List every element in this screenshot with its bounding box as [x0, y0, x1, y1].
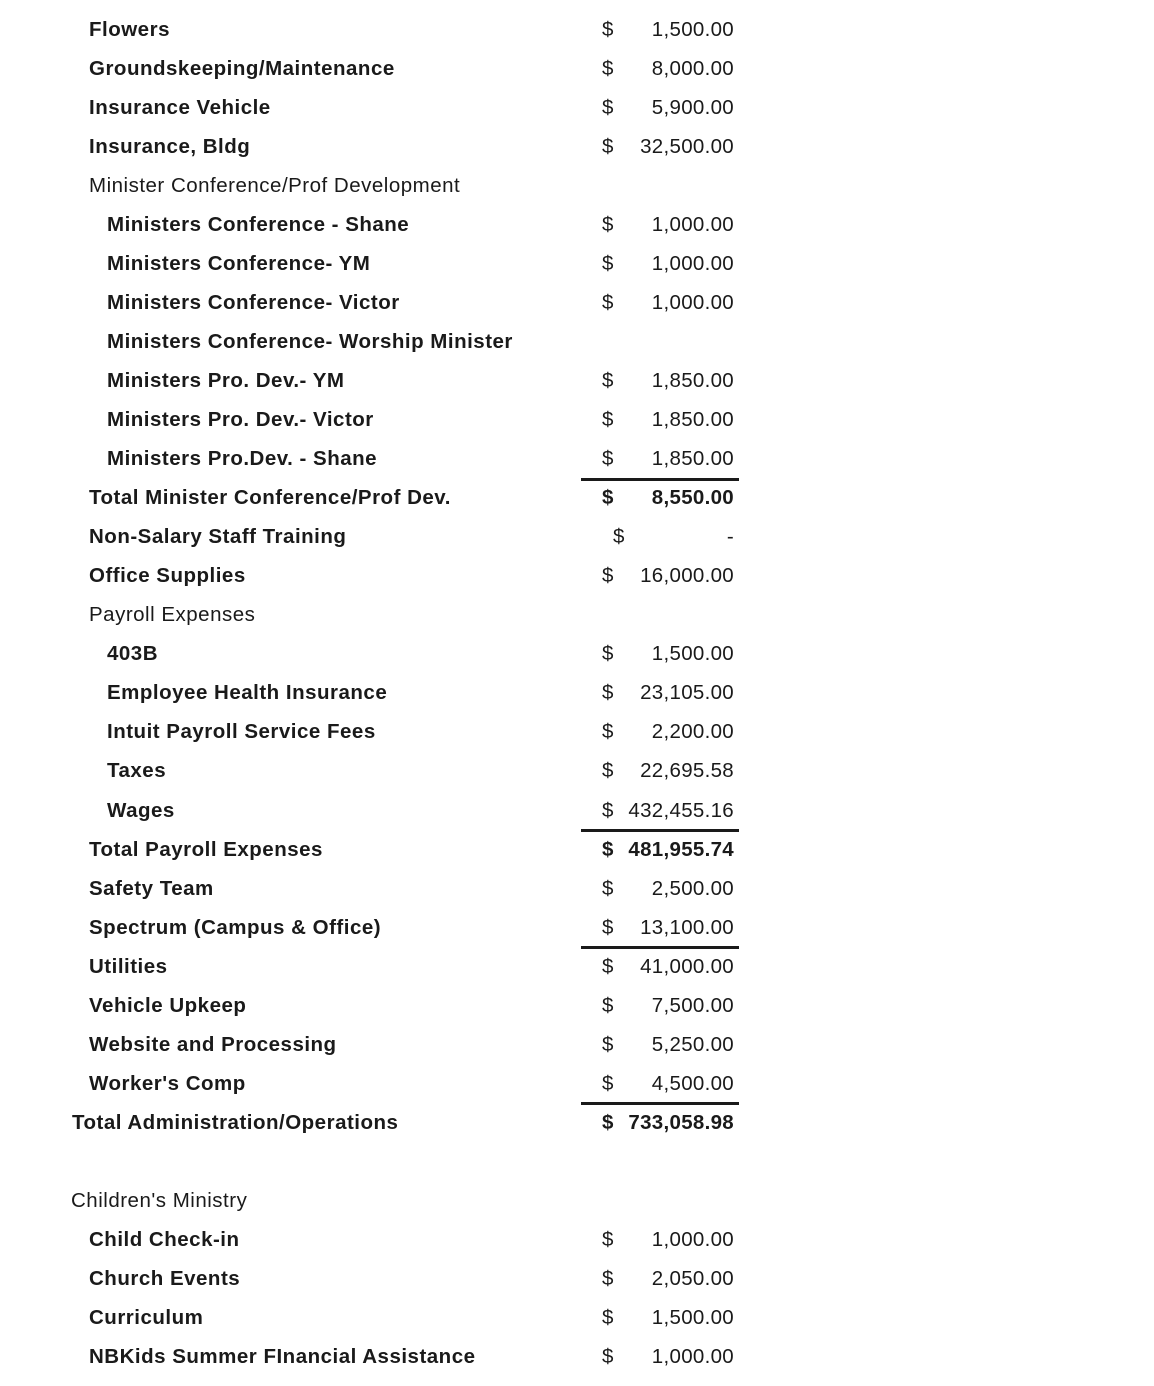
line-item-label: Ministers Pro. Dev.- Victor [107, 408, 374, 431]
line-item-label: Insurance, Bldg [89, 134, 251, 158]
currency-symbol: $ [602, 1110, 614, 1134]
line-item-label: Church Events [89, 1267, 241, 1291]
total-label: Total Minister Conference/Prof Dev. [89, 486, 451, 510]
currency-symbol: $ [602, 798, 614, 822]
line-item-label: Utilities [89, 954, 168, 978]
total-amount: 481,955.74 [628, 837, 734, 861]
currency-symbol: $ [602, 681, 614, 705]
line-item-amount: 1,850.00 [651, 368, 734, 392]
line-item-amount: 13,100.00 [640, 915, 734, 939]
currency-symbol: $ [602, 447, 614, 471]
line-item-row [0, 908, 760, 947]
line-item-label: Curriculum [89, 1306, 204, 1330]
line-item-label: Minister Conference/Prof Development [89, 173, 461, 197]
line-item-amount: 1,850.00 [651, 408, 734, 431]
total-row [0, 830, 760, 869]
line-item-amount: 7,500.00 [651, 993, 734, 1017]
line-item-label: Office Supplies [89, 564, 246, 588]
currency-symbol: $ [602, 720, 614, 744]
line-item-row [0, 635, 760, 674]
total-label: Total Administration/Operations [72, 1110, 399, 1134]
line-item-row [0, 947, 760, 986]
line-item-row [0, 1338, 760, 1377]
line-item-label: Payroll Expenses [89, 603, 256, 627]
line-item-label: Ministers Conference- Victor [107, 290, 400, 314]
currency-symbol: $ [602, 1071, 614, 1095]
line-item-label: Flowers [89, 17, 170, 41]
line-item-amount: 8,000.00 [651, 56, 734, 80]
line-item-label: Vehicle Upkeep [89, 993, 247, 1017]
currency-symbol: $ [602, 290, 614, 314]
line-item-label: Wages [107, 798, 175, 822]
line-item-amount: 1,000.00 [651, 290, 734, 314]
line-item-label: Intuit Payroll Service Fees [107, 720, 376, 744]
line-item-amount: 1,000.00 [651, 1228, 734, 1252]
line-item-amount: 2,200.00 [651, 720, 734, 744]
currency-symbol: $ [602, 954, 614, 978]
section-header-row [0, 166, 760, 205]
currency-symbol: $ [602, 1228, 614, 1252]
total-row [0, 479, 760, 518]
total-amount: 8,550.00 [651, 486, 734, 510]
currency-symbol: $ [602, 17, 614, 41]
currency-symbol: $ [602, 759, 614, 783]
line-item-amount: 1,850.00 [651, 447, 734, 471]
section-header-row [0, 1182, 760, 1221]
line-item-amount: 23,105.00 [640, 681, 734, 705]
line-item-amount: 2,050.00 [651, 1267, 734, 1291]
line-item-row [0, 440, 760, 479]
line-item-row [0, 1260, 760, 1299]
line-item-row [0, 244, 760, 283]
line-item-amount: 16,000.00 [640, 564, 734, 588]
currency-symbol: $ [602, 1306, 614, 1330]
line-item-label: Ministers Conference- Worship Minister [107, 329, 513, 353]
currency-symbol: $ [602, 876, 614, 900]
line-item-label: Website and Processing [89, 1032, 337, 1056]
line-item-amount: 1,000.00 [651, 1345, 734, 1369]
line-item-row [0, 1025, 760, 1064]
currency-symbol: $ [602, 1032, 614, 1056]
line-item-amount: 41,000.00 [640, 954, 734, 978]
currency-symbol: $ [602, 1345, 614, 1369]
currency-symbol: $ [602, 486, 614, 510]
line-item-label: Insurance Vehicle [89, 95, 271, 119]
currency-symbol: $ [602, 642, 614, 666]
line-item-amount: - [726, 525, 734, 549]
currency-symbol: $ [602, 368, 614, 392]
line-item-row [0, 283, 760, 322]
line-item-row [0, 986, 760, 1025]
line-item-label: Child Check-in [89, 1228, 240, 1252]
line-item-label: NBKids Summer FInancial Assistance [89, 1345, 476, 1369]
line-item-amount: 1,000.00 [651, 251, 734, 275]
currency-symbol: $ [602, 564, 614, 588]
line-item-row [0, 1221, 760, 1260]
line-item-label: Children's Ministry [71, 1189, 248, 1212]
line-item-row [0, 713, 760, 752]
line-item-row [0, 322, 760, 361]
total-amount: 733,058.98 [628, 1110, 734, 1134]
line-item-row [0, 205, 760, 244]
line-item-label: Employee Health Insurance [107, 681, 388, 705]
line-item-amount: 1,000.00 [651, 212, 734, 236]
line-item-row [0, 1299, 760, 1338]
line-item-amount: 1,500.00 [651, 642, 734, 666]
currency-symbol: $ [602, 837, 614, 861]
currency-symbol: $ [602, 212, 614, 236]
line-item-row [0, 869, 760, 908]
line-item-row [0, 49, 760, 88]
line-item-row [0, 88, 760, 127]
line-item-row [0, 791, 760, 830]
line-item-row [0, 361, 760, 400]
currency-symbol: $ [602, 95, 614, 119]
total-row [0, 1103, 760, 1142]
currency-symbol: $ [602, 408, 614, 431]
line-item-label: Ministers Conference- YM [107, 251, 371, 275]
line-item-amount: 5,900.00 [651, 95, 734, 119]
line-item-amount: 432,455.16 [628, 798, 734, 822]
currency-symbol: $ [602, 251, 614, 275]
line-item-row [0, 557, 760, 596]
line-item-label: Groundskeeping/Maintenance [89, 56, 395, 80]
line-item-amount: 32,500.00 [640, 134, 734, 158]
line-item-label: Taxes [107, 759, 167, 783]
line-item-label: 403B [107, 642, 159, 666]
line-item-row [0, 10, 760, 49]
spacer-row [0, 1142, 760, 1181]
currency-symbol: $ [613, 525, 625, 549]
line-item-amount: 4,500.00 [651, 1071, 734, 1095]
total-label: Total Payroll Expenses [89, 837, 323, 861]
line-item-row [0, 752, 760, 791]
line-item-amount: 1,500.00 [651, 1306, 734, 1330]
line-item-label: Spectrum (Campus & Office) [89, 915, 382, 939]
line-item-label: Ministers Conference - Shane [107, 212, 410, 236]
line-item-amount: 5,250.00 [651, 1032, 734, 1056]
currency-symbol: $ [602, 993, 614, 1017]
currency-symbol: $ [602, 1267, 614, 1291]
line-item-label: Safety Team [89, 876, 214, 900]
line-item-row [0, 518, 760, 557]
line-item-amount: 22,695.58 [640, 759, 734, 783]
line-item-row [0, 674, 760, 713]
line-item-amount: 2,500.00 [651, 876, 734, 900]
currency-symbol: $ [602, 134, 614, 158]
line-item-label: Ministers Pro.Dev. - Shane [107, 447, 378, 471]
line-item-row [0, 1064, 760, 1103]
line-item-row [0, 127, 760, 166]
line-item-label: Non-Salary Staff Training [89, 525, 347, 549]
line-item-label: Worker's Comp [89, 1071, 246, 1095]
currency-symbol: $ [602, 915, 614, 939]
line-item-amount: 1,500.00 [651, 17, 734, 41]
section-header-row [0, 596, 760, 635]
currency-symbol: $ [602, 56, 614, 80]
line-item-label: Ministers Pro. Dev.- YM [107, 368, 345, 392]
line-item-row [0, 401, 760, 440]
